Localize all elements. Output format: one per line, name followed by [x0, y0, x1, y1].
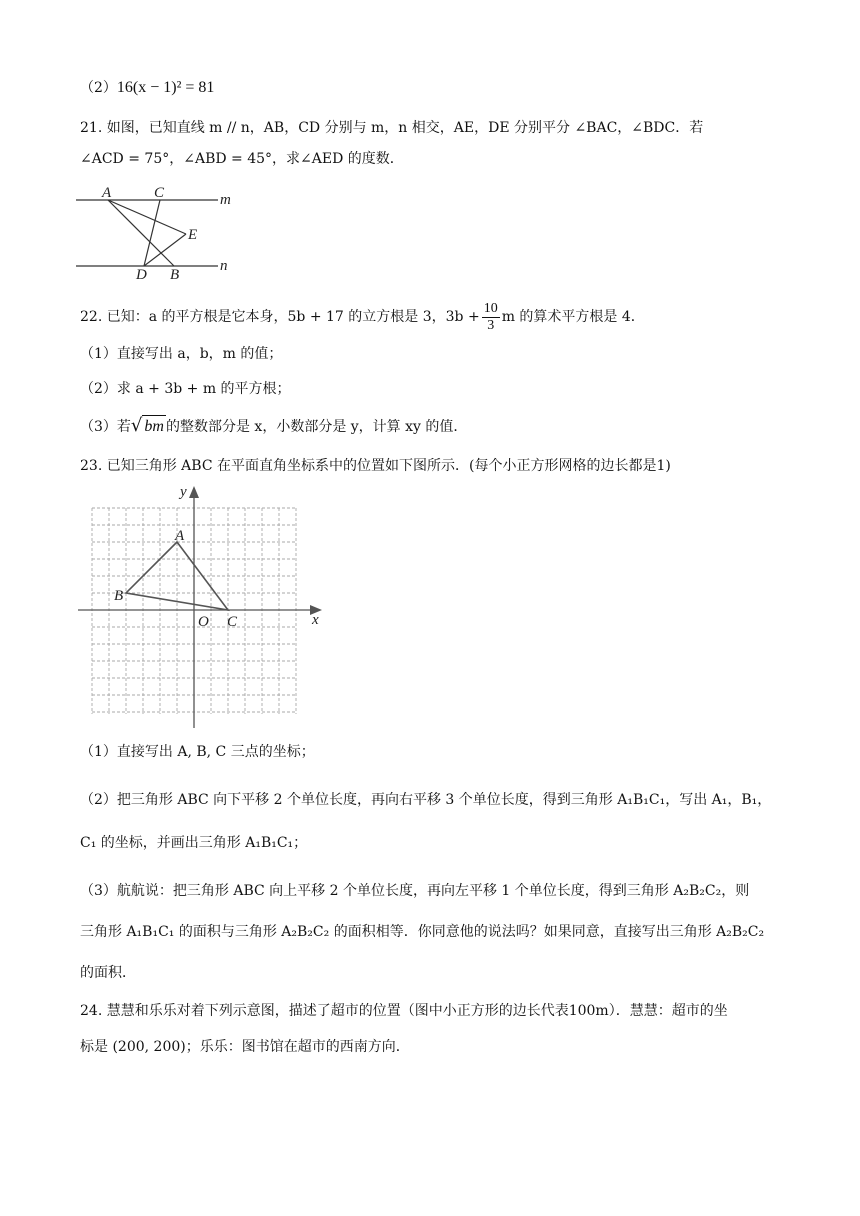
label-n: n: [220, 258, 228, 274]
q20-part2: [80, 77, 214, 99]
segment-ab: [108, 200, 174, 266]
label-m: m: [220, 192, 231, 208]
label-b: B: [114, 588, 124, 604]
label-e: E: [188, 227, 198, 243]
y-axis-arrow-icon: [189, 486, 199, 498]
q23-part3-line2: 三角形 A₁B₁C₁ 的面积与三角形 A₂B₂C₂ 的面积相等．你同意他的说法吗？如果同意，直接写出三角形 A₂B₂C₂: [80, 924, 765, 940]
q24-text-line1: 24. 慧慧和乐乐对着下列示意图，描述了超市的位置（图中小正方形的边长代表100m）．慧慧：超市的坐: [80, 1003, 728, 1019]
q22-sqrt-radicand: bm: [142, 415, 166, 438]
label-y: y: [180, 484, 187, 500]
q22-part3-a: （3）若: [80, 419, 131, 435]
q23-part3-line1: （3）航航说：把三角形 ABC 向上平移 2 个单位长度，再向左平移 1 个单位长度，得到三角形 A₂B₂C₂，则: [80, 883, 750, 899]
label-o: O: [198, 614, 209, 630]
q22-part2: （2）求 a + 3b + m 的平方根；: [80, 381, 291, 397]
q20-part2-equation: 16(x − 1)² = 81: [116, 79, 215, 96]
q24-text-line2: 标是 (200, 200)；乐乐：图书馆在超市的西南方向．: [80, 1039, 410, 1055]
segment-ae: [108, 200, 186, 234]
q23-part3-line3: 的面积．: [80, 965, 136, 981]
q23-text-line1: 23. 已知三角形 ABC 在平面直角坐标系中的位置如下图所示．(每个小正方形网格的边长都是1): [80, 458, 671, 474]
q22-part3-b: 的整数部分是 x，小数部分是 y，计算 xy 的值．: [165, 419, 468, 435]
q22-fraction: [482, 301, 500, 334]
q21-text-line1: 21. 如图，已知直线 m // n，AB，CD 分别与 m，n 相交，AE，DE 分别平分 ∠BAC，∠BDC．若: [80, 120, 704, 136]
q23-coordinate-figure: [74, 482, 334, 732]
q21-figure: [70, 180, 270, 283]
q23-part1: （1）直接写出 A, B, C 三点的坐标；: [80, 744, 315, 760]
q22-part3: [80, 415, 467, 438]
q23-part2-line2: C₁ 的坐标，并画出三角形 A₁B₁C₁；: [80, 835, 308, 851]
q22-text-line1: [80, 300, 645, 334]
q22-text-b: m 的算术平方根是 4．: [501, 309, 645, 325]
q22-text-a: 22. 已知：a 的平方根是它本身，5b + 17 的立方根是 3，3b +: [80, 309, 480, 325]
label-c: C: [154, 185, 165, 201]
sqrt-icon: √: [130, 415, 143, 436]
q22-frac-num: 10: [483, 300, 498, 316]
label-a: A: [175, 528, 185, 544]
label-x: x: [312, 612, 319, 628]
q20-part2-label: （2）: [80, 80, 117, 96]
label-b: B: [170, 267, 180, 283]
q23-part2-line1: （2）把三角形 ABC 向下平移 2 个单位长度，再向右平移 3 个单位长度，得到三角形 A₁B₁C₁，写出 A₁，B₁，: [80, 792, 772, 808]
label-a: A: [102, 185, 112, 201]
q21-text-line2: ∠ACD = 75°，∠ABD = 45°，求∠AED 的度数．: [80, 151, 404, 167]
label-c: C: [227, 614, 238, 630]
label-d: D: [136, 267, 147, 283]
q22-frac-den: 3: [487, 317, 495, 333]
q22-part1: （1）直接写出 a，b，m 的值；: [80, 346, 283, 362]
